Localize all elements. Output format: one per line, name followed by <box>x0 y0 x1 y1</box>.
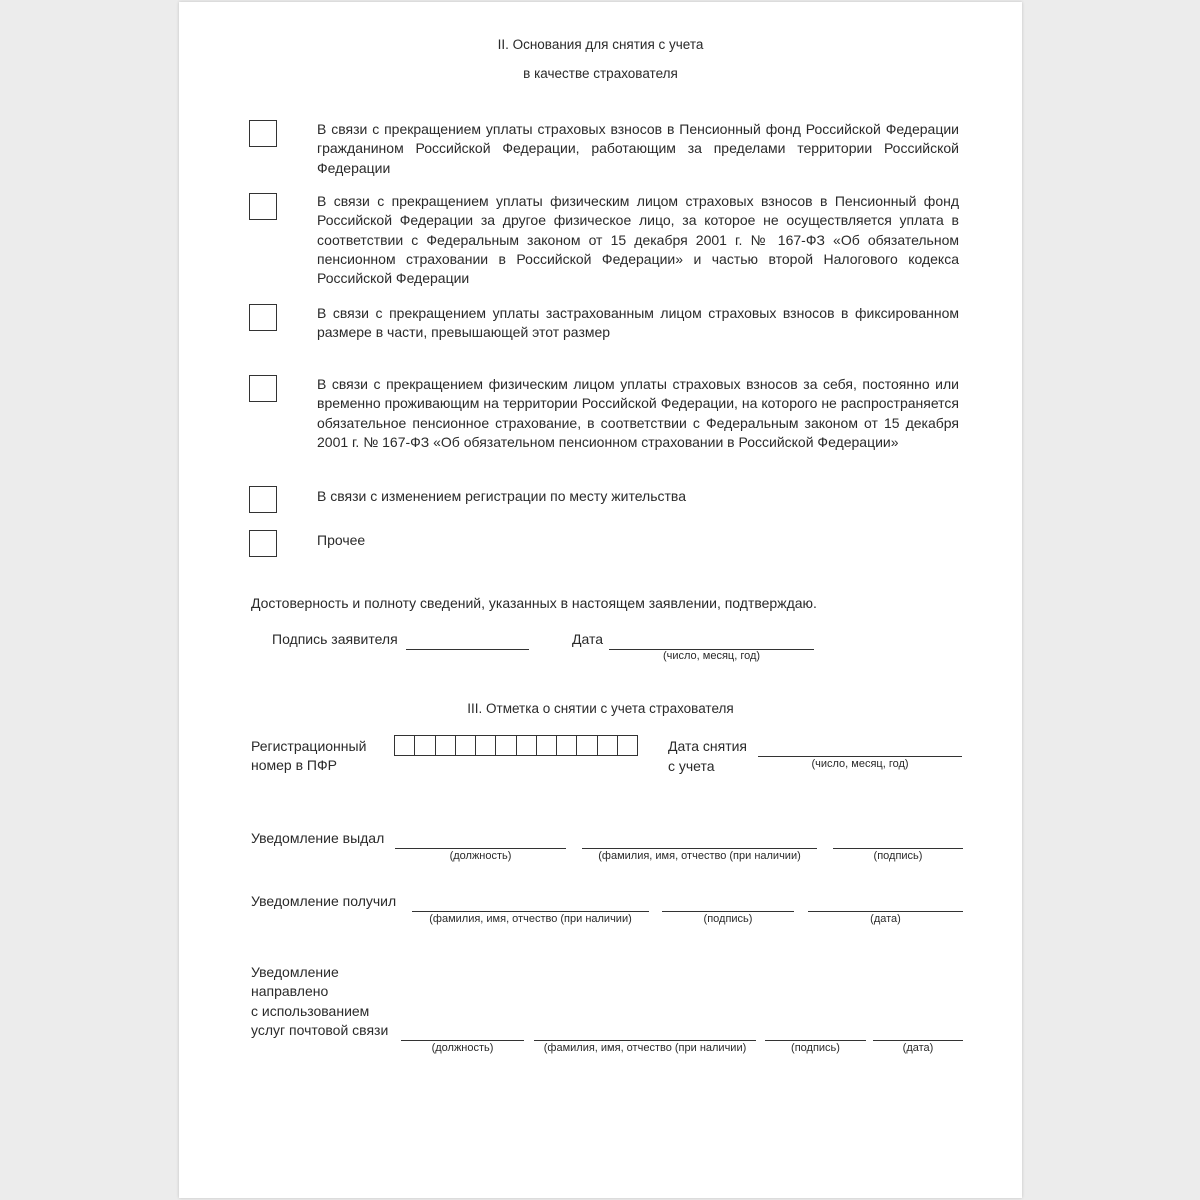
reason-checkbox-6[interactable] <box>249 530 277 557</box>
received-date-line[interactable] <box>808 911 963 912</box>
sent-signature-line[interactable] <box>765 1040 866 1041</box>
document-page <box>179 2 1022 1198</box>
removal-date-label-line2: с учета <box>668 758 715 774</box>
reason-checkbox-3[interactable] <box>249 304 277 331</box>
issued-name-hint: (фамилия, имя, отчество (при наличии) <box>598 850 801 862</box>
reg-number-label-line2: номер в ПФР <box>251 757 337 773</box>
sent-label-line4: услуг почтовой связи <box>251 1022 389 1038</box>
sent-signature-hint: (подпись) <box>791 1042 840 1054</box>
reg-number-cell[interactable] <box>618 736 637 755</box>
reason-text-3: В связи с прекращением уплаты застрахованным лицом страховых взносов в фиксированном размере в части, превышающей этот размер <box>317 305 959 341</box>
reg-number-cell[interactable] <box>517 736 537 755</box>
issued-signature-hint: (подпись) <box>873 850 923 862</box>
reason-text-6: Прочее <box>317 532 366 548</box>
sent-name-line[interactable] <box>534 1040 756 1041</box>
application-date-label: Дата <box>572 631 604 647</box>
reg-number-cell[interactable] <box>395 736 415 755</box>
applicant-signature-line[interactable] <box>406 649 529 650</box>
reg-number-cell[interactable] <box>598 736 618 755</box>
sent-position-line[interactable] <box>401 1040 524 1041</box>
removal-date-line[interactable] <box>758 756 962 757</box>
sent-position-hint: (должность) <box>431 1042 494 1054</box>
reason-text-2: В связи с прекращением уплаты физическим лицом страховых взносов в Пенсионный фонд Российской Федерации за другое физическое лицо, за которое не осуществляется уплата в соответствии с Федеральным законом от 15 декабря 2001 г. № 167-ФЗ «Об обязательном пенсионном страховании в Российской Федерации» и частью второй Налогового кодекса Российской Федерации <box>317 193 959 287</box>
issued-signature-line[interactable] <box>833 848 963 849</box>
issued-position-line[interactable] <box>395 848 566 849</box>
received-name-hint: (фамилия, имя, отчество (при наличии) <box>429 913 632 925</box>
sent-date-hint: (дата) <box>902 1042 934 1054</box>
received-signature-hint: (подпись) <box>703 913 753 925</box>
removal-date-label-line1: Дата снятия <box>668 738 748 754</box>
reg-number-cell[interactable] <box>557 736 577 755</box>
received-date-hint: (дата) <box>870 913 901 925</box>
sent-label-line1: Уведомление <box>251 964 339 980</box>
reg-number-cell[interactable] <box>496 736 516 755</box>
received-name-line[interactable] <box>412 911 649 912</box>
reg-number-cell[interactable] <box>537 736 557 755</box>
confirmation-text: Достоверность и полноту сведений, указанных в настоящем заявлении, подтверждаю. <box>251 595 817 611</box>
reg-number-cell[interactable] <box>415 736 435 755</box>
reg-number-cell[interactable] <box>456 736 476 755</box>
sent-date-line[interactable] <box>873 1040 963 1041</box>
reason-checkbox-1[interactable] <box>249 120 277 147</box>
received-signature-line[interactable] <box>662 911 794 912</box>
reg-number-cell[interactable] <box>436 736 456 755</box>
issued-position-hint: (должность) <box>449 850 512 862</box>
issued-label: Уведомление выдал <box>251 830 385 846</box>
section3-title: III. Отметка о снятии с учета страхователя <box>467 701 734 716</box>
reason-checkbox-5[interactable] <box>249 486 277 513</box>
reg-number-cells[interactable] <box>394 735 638 756</box>
received-label: Уведомление получил <box>251 893 397 909</box>
reason-text-5: В связи с изменением регистрации по месту жительства <box>317 488 686 504</box>
reason-checkbox-2[interactable] <box>249 193 277 220</box>
reason-checkbox-4[interactable] <box>249 375 277 402</box>
reg-number-label-line1: Регистрационный <box>251 738 367 754</box>
sent-label-line3: с использованием <box>251 1003 370 1019</box>
section2-title-line2: в качестве страхователя <box>523 66 678 81</box>
removal-date-hint: (число, месяц, год) <box>811 758 909 770</box>
applicant-signature-label: Подпись заявителя <box>272 631 398 647</box>
issued-name-line[interactable] <box>582 848 817 849</box>
reg-number-cell[interactable] <box>577 736 597 755</box>
reg-number-cell[interactable] <box>476 736 496 755</box>
sent-name-hint: (фамилия, имя, отчество (при наличии) <box>543 1042 747 1054</box>
application-date-hint: (число, месяц, год) <box>662 650 761 662</box>
sent-label-line2: направлено <box>251 983 329 999</box>
section2-title-line1: II. Основания для снятия с учета <box>497 37 704 52</box>
reason-text-1: В связи с прекращением уплаты страховых взносов в Пенсионный фонд Российской Федерации гражданином Российской Федерации, работающим за пределами территории Российской Федерации <box>317 121 959 176</box>
reason-text-4: В связи с прекращением физическим лицом уплаты страховых взносов за себя, постоянно или временно проживающим на территории Российской Федерации, на которого не распространяется обязательное пенсионное страхование, в соответствии с Федеральным законом от 15 декабря 2001 г. № 167-ФЗ «Об обязательном пенсионном страховании в Российской Федерации» <box>317 376 959 450</box>
